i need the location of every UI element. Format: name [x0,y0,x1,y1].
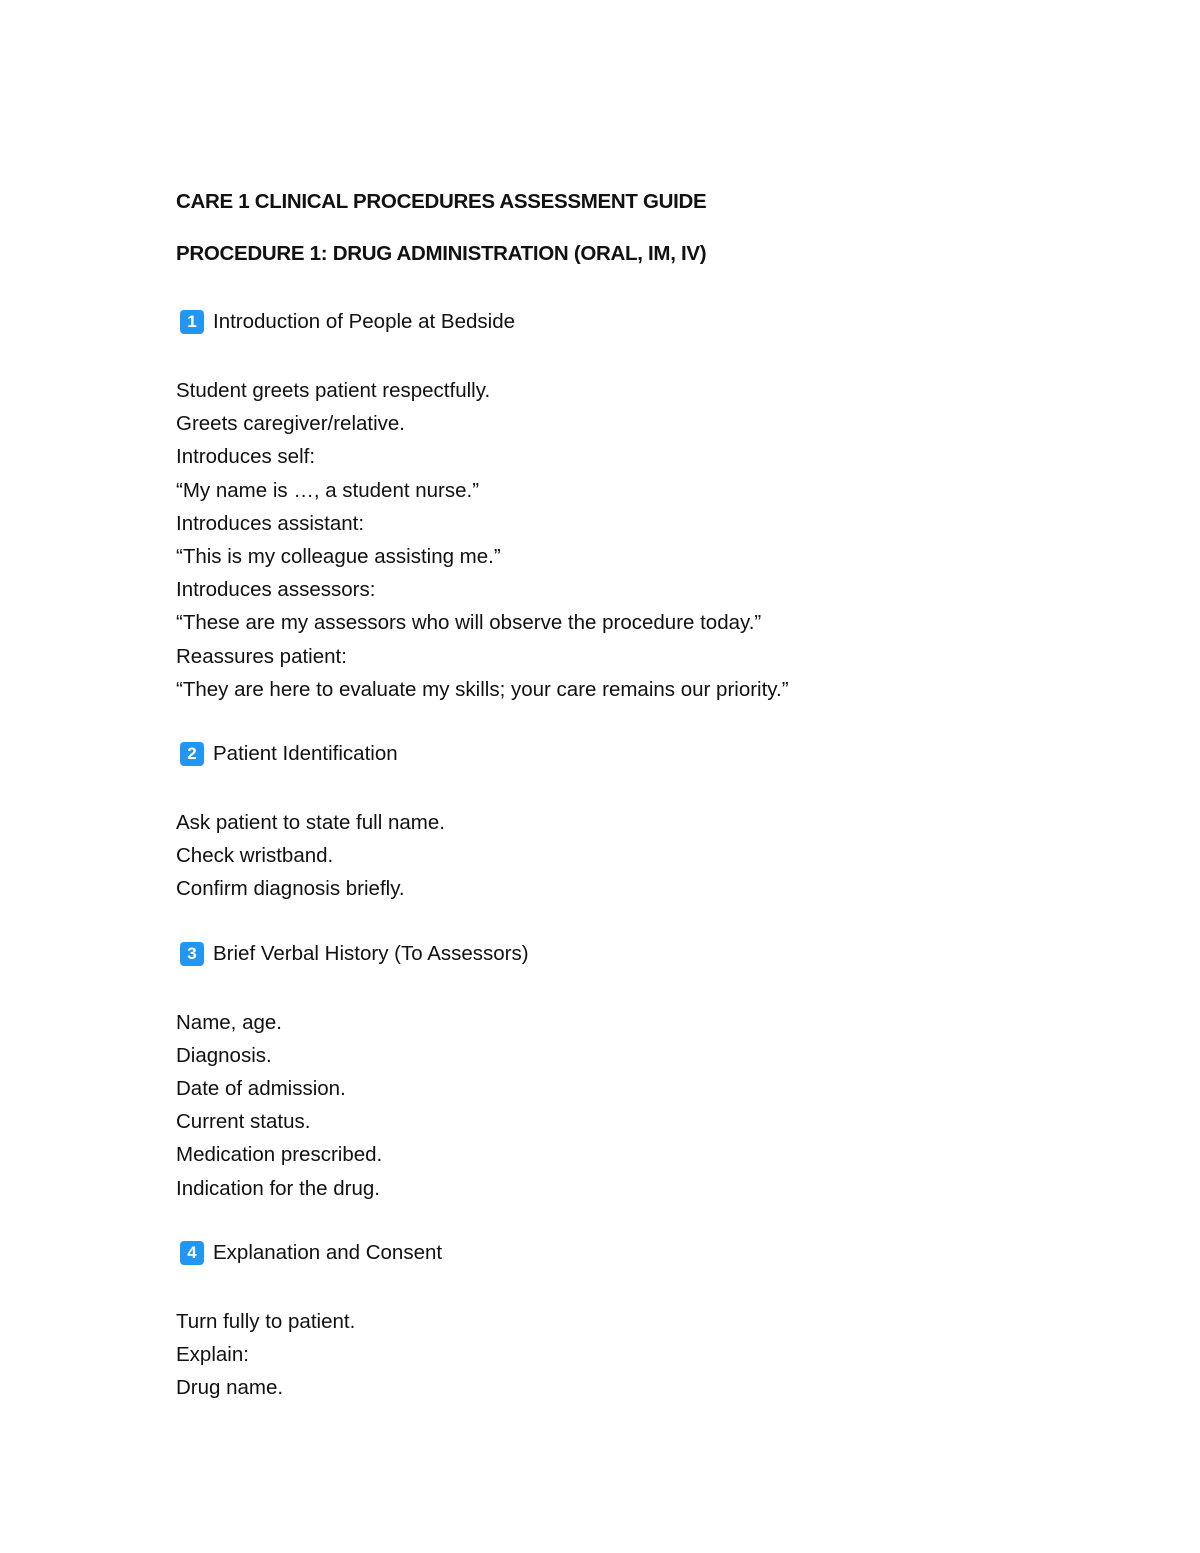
document-title: CARE 1 CLINICAL PROCEDURES ASSESSMENT GUIDE [176,190,707,213]
section-lines [176,806,1136,906]
number-badge-icon: 2 [180,742,204,766]
list-item: Medication prescribed. [176,1143,383,1167]
list-item: Check wristband. [176,844,334,868]
list-item: Explain: [176,1343,249,1367]
list-item: Introduces assistant: [176,511,365,535]
list-item: Introduces assessors: [176,578,376,602]
list-item: Ask patient to state full name. [176,811,445,835]
list-item: Greets caregiver/relative. [176,412,406,436]
section-3 [176,940,1136,1205]
section-lines [176,1006,1136,1205]
list-item: Date of admission. [176,1077,346,1101]
document-page [176,188,1136,1438]
sections-container [176,308,1136,1404]
list-item: Turn fully to patient. [176,1309,356,1333]
number-badge-icon: 1 [180,310,204,334]
list-item: “They are here to evaluate my skills; your care remains our priority.” [176,677,789,701]
list-item: Name, age. [176,1010,282,1034]
section-heading-text: Brief Verbal History (To Assessors) [213,941,529,965]
list-item: Diagnosis. [176,1043,272,1067]
list-item: Reassures patient: [176,644,347,668]
procedure-title: PROCEDURE 1: DRUG ADMINISTRATION (ORAL, IM, IV) [176,242,707,265]
list-item: “These are my assessors who will observe the procedure today.” [176,611,762,635]
list-item: Drug name. [176,1376,284,1400]
number-badge-icon: 4 [180,1241,204,1265]
section-2 [176,740,1136,906]
list-item: Current status. [176,1110,311,1134]
number-badge-icon: 3 [180,942,204,966]
list-item: Confirm diagnosis briefly. [176,877,405,901]
section-heading-text: Patient Identification [213,742,398,766]
section-heading [176,1239,1136,1267]
section-lines [176,374,1136,706]
section-4 [176,1239,1136,1405]
list-item: Student greets patient respectfully. [176,379,491,402]
list-item: Indication for the drug. [176,1176,380,1200]
list-item: “My name is …, a student nurse.” [176,478,480,502]
section-heading [176,308,1136,336]
section-heading-text: Explanation and Consent [213,1240,443,1264]
section-heading [176,740,1136,768]
list-item: “This is my colleague assisting me.” [176,545,501,569]
section-lines [176,1305,1136,1405]
section-1 [176,308,1136,706]
section-heading [176,940,1136,968]
list-item: Introduces self: [176,445,316,469]
section-heading-text: Introduction of People at Bedside [213,310,516,333]
